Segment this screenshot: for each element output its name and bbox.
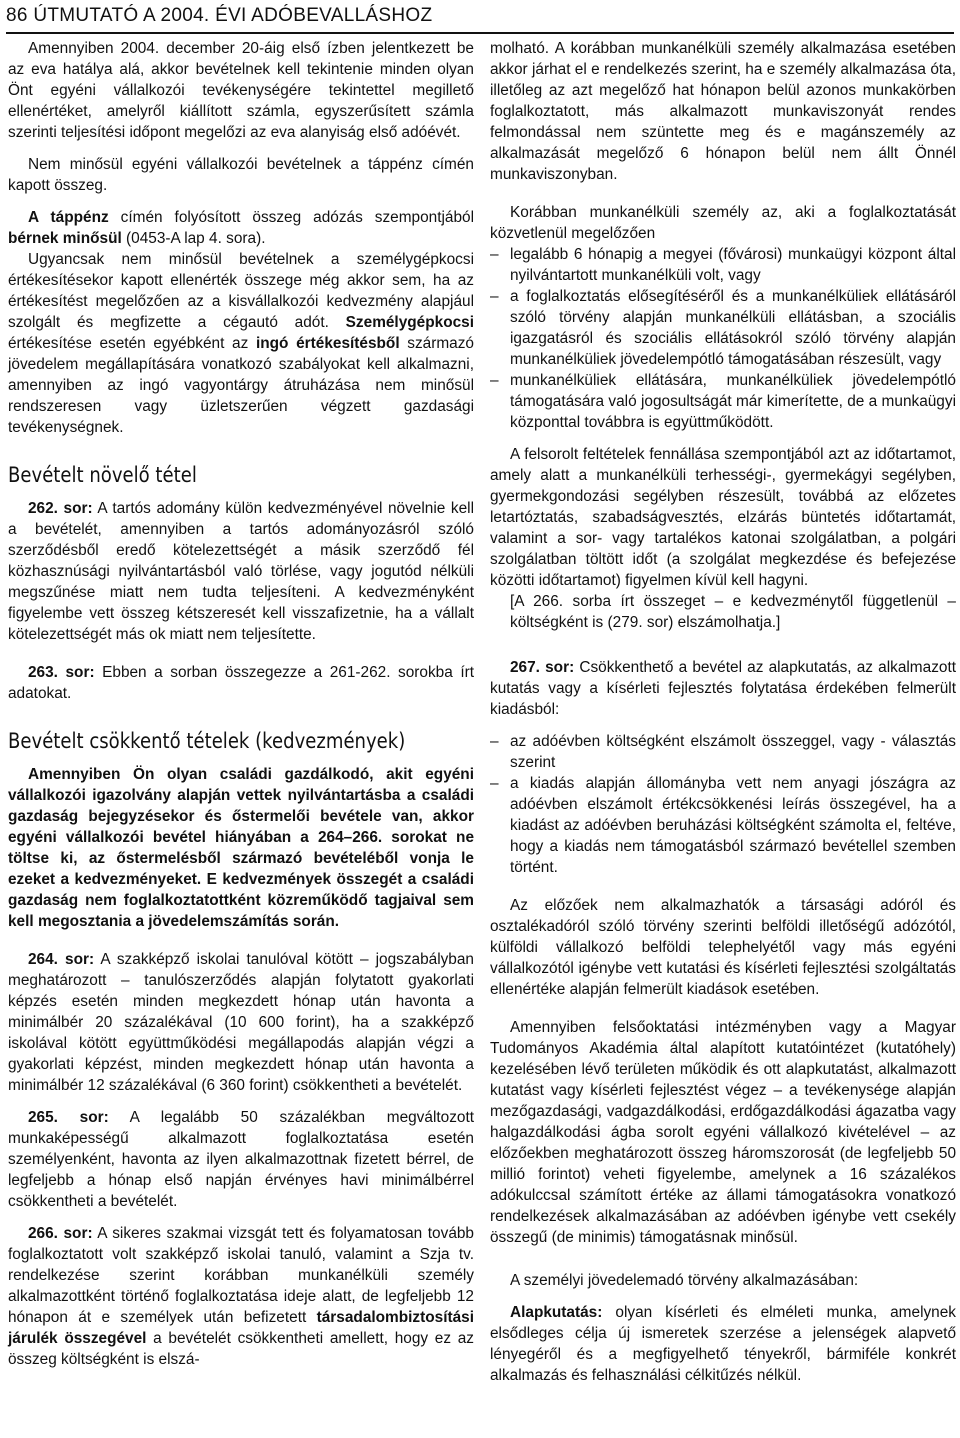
list-unemployed [490, 244, 956, 433]
page-header [6, 2, 954, 34]
paragraph-basic-research: Alapkutatás: olyan kísérleti és elméleti munka, amelynek elsődleges célja új ismeretek szerzése a jelenségek alapvető lényegéről és a megfigyelhető tényekről, bármiféle konkrét alkalmazás és felhasználási célkitűzés nélkül. [490, 1304, 956, 1384]
row-number: 266. sor: [28, 1225, 93, 1242]
list-item: – legalább 6 hónapig a megyei (fővárosi) munkaügyi központ által nyilvántartott munkanélküli volt, vagy [490, 246, 956, 284]
right-column [490, 38, 956, 1386]
row-262: 262. sor: A tartós adomány külön kedvezményével növelnie kell a bevételét, amennyiben a tartós adományozásról szóló szerződésből eredő kötelezettségét a másik szerződő fél közhasznúsági nyilvántartásból való törlése, vagy jogutód nélküli megszűnése miatt nem tudta teljesíteni. A kedvezményként figyelembe vett összeg kétszeresét kell visszafizetnie, ha a vállalt kötelezettségét más ok miatt nem teljesítette. [8, 500, 474, 643]
list-item: – a foglalkoztatás elősegítéséről és a munkanélküliek ellátásáról szóló törvény alapján munkanélküli ellátásban, a szociális igazgatásról és szociális ellátásokról szóló törvény alapján munkanélküliek jövedelempótló támogatásában részesült, vagy [490, 288, 956, 368]
row-number: 262. sor: [28, 500, 93, 517]
paragraph-unemployed-continued: molható. A korábban munkanélküli személy alkalmazása esetében akkor járhat el e rendelkezés szerint, ha e személy alkalmazása óta, illetőleg az azt megelőző hat hónapon belül azonos munkakörben foglalkoztatott, más alkalmazott munkaviszonyát rendes felmondással nem szüntette meg és e magánszemély az alkalmazását megelőző 6 hónapon belül nem állt Önnél munkaviszonyban. [490, 40, 956, 183]
paragraph-note-266: [A 266. sorba írt összeget – e kedvezménytől függetlenül – költségként is (279. sor) elszámolhatja.] [510, 593, 956, 631]
paragraph-car-sale: Ugyancsak nem minősül bevételnek a személygépkocsi értékesítésekor kapott ellenérték összege még akkor sem, ha az értékesítést megelőzően az a kisvállalkozói kedvezmény alapjául szolgált és megfizette a cégautó adót. Személygépkocsi értékesítése esetén egyébként az ingó értékesítésből származó jövedelem megállapítására vonatkozó szabályokat kell alkalmazni, amennyiben az ingó vagyontárgy átruházása nem minősül rendszeresen vagy üzletszerűen végzett gazdasági tevékenységnek. [8, 251, 474, 436]
paragraph-eva: Amennyiben 2004. december 20-áig első ízben jelentkezett be az eva hatálya alá, akkor bevételnek kell tekintenie minden olyan Önt egyéni vállalkozói tevékenységére tekintettel megillető ellenértéket, amelyről kiállított számla, egyszerűsített számla szerinti teljesítési időpont megelőzi az eva alanyiság első adóévét. [8, 40, 474, 141]
row-265: 265. sor: A legalább 50 százalékban megváltozott munkaképességű alkalmazott foglalkoztatása esetén személyenként, havonta az ilyen alkalmazottnak fizetett bérrel, de legfeljebb a hónap első napján érvényes havi minimálbérrel csökkentheti a bevételét. [8, 1109, 474, 1210]
row-number: 263. sor: [28, 664, 95, 681]
paragraph-higher-education: Amennyiben felsőoktatási intézményben vagy a Magyar Tudományos Akadémia által alapított kutatóintézet (kutatóhely) kezelésében lévő területen működik és ott alapkutatást, alkalmazott kutatást vagy kísérleti fejlesztést végez – a tevékenysége alapján mezőgazdasági, vadgazdálkodási, erdőgazdálkodási ágazatba vagy halgazdálkodási ágba sorolt egyéni vállalkozó kivételével – az előzőekben meghatározott összeg háromszorosát (de legfeljebb 50 millió forintot) veheti figyelembe, amelynek a 16 százalékos adókulccsal számított értéke az állami támogatásokra vonatkozó rendelkezések alkalmazásában az adóévben igénybe vett csekély összegű (de minimis) támogatásnak minősül. [490, 1019, 956, 1246]
paragraph-definitions-intro: A személyi jövedelemadó törvény alkalmazásában: [510, 1272, 859, 1289]
paragraph-conditions: A felsorolt feltételek fennállása szempontjából azt az időtartamot, amely alatt a munkanélküli terhességi-, gyermekágyi segélyben, gyermekgondozási segélyben részesült, továbbá az előzetes letartóztatás, szabadságvesztés, elzárás büntetés időtartamát, valamint a sor- vagy tartalékos katonai szolgálatban, a polgári szolgálatban töltött időt (a szolgálat megkezdése és befejezése közötti időtartamot) figyelmen kívül kell hagyni. [490, 446, 956, 589]
section-heading-income-decrease: Bevételt csökkentő tételek (kedvezmények) [8, 729, 406, 753]
bold-term: bérnek minősül [8, 230, 122, 247]
bold-term: Személygépkocsi [345, 314, 474, 331]
bold-term: társadalombiztosítási járulék összegével [8, 1309, 474, 1347]
list-item: – az adóévben költségként elszámolt összeggel, vagy - választás szerint [490, 733, 956, 771]
paragraph-exclusions: Az előzőek nem alkalmazhatók a társasági adóról és osztalékadóról szóló törvény szerinti belföldi illetőségű adózótól, külföldi vállalkozó belföldi telephelyétől vagy más egyéni vállalkozótól igénybe vett kutatási és kísérleti fejlesztési szolgáltatás ellenértéke alapján felmerült kiadások esetében. [490, 897, 956, 998]
bold-term: Alapkutatás: [510, 1304, 603, 1321]
list-item: – a kiadás alapján állományba vett nem anyagi jószágra az adóévben elszámolt értékcsökkenési leírás összegével, ha a kiadást az adóévben beruházási költségként számolta el, feltéve, hogy a kiadás nem támogatásból származó bevétellel szemben történt. [490, 775, 956, 876]
paragraph-family-farmer: Amennyiben Ön olyan családi gazdálkodó, akit egyéni vállalkozói igazolvány alapján vettek nyilvántartásba a családi gazdaság bejegyzésekor és őstermelői bevétele van, akkor egyéni vállalkozói bevétel hiányában a 264–266. sorokat ne töltse ki, az őstermelésből származó bevételéből vonja le ezeket a kedvezményeket. E kedvezmények összegét a családi gazdaság nem foglalkoztatottként közreműködő tagjaival sem kell megosztania a jövedelemszámítás során. [8, 766, 474, 930]
bold-term: ingó értékesítésből [255, 335, 400, 352]
left-column [8, 38, 474, 1370]
section-heading-income-increase: Bevételt növelő tétel [8, 463, 197, 487]
row-266: 266. sor: A sikeres szakmai vizsgát tett és folyamatosan tovább foglalkoztatott volt szakképző iskolai tanuló, valamint a Szja tv. rendelkezése szerint korábban munkanélküli személy alkalmazottként történő foglalkoztatása ideje alatt, de legfeljebb 12 hónapon át e személyek után befizetett társadalombiztosítási járulék összegével a bevételét csökkentheti amellett, hogy ez az összeg költségként is elszá- [8, 1225, 475, 1368]
row-number: 267. sor: [510, 659, 575, 676]
list-research [490, 731, 956, 878]
row-number: 265. sor: [28, 1109, 109, 1126]
row-264: 264. sor: A szakképző iskolai tanulóval kötött – jogszabályban meghatározott – tanulószerződés alapján folytatott gyakorlati képzés esetén minden megkezdett hónap után havonta a minimálbér 20 százalékával (10 600 forint), ha a szakképző iskolával kötött együttműködési megállapodás alapján végzi a gyakorlati képzést, minden megkezdett hónap után havonta a minimálbér 12 százalékával (6 360 forint) csökkentheti a bevételét. [8, 951, 474, 1094]
bold-term: A táppénz [28, 209, 109, 226]
row-263: 263. sor: Ebben a sorban összegezze a 261-262. sorokba írt adatokat. [8, 664, 475, 702]
paragraph-sick-pay: Nem minősül egyéni vállalkozói bevételnek a táppénz címén kapott összeg. [8, 156, 474, 194]
row-number: 264. sor: [28, 951, 95, 968]
row-267: 267. sor: Csökkenthető a bevétel az alapkutatás, az alkalmazott kutatás vagy a kísérleti fejlesztés folytatása érdekében felmerült kiadásból: [490, 659, 956, 718]
page-header-title: 86 ÚTMUTATÓ A 2004. ÉVI ADÓBEVALLÁSHOZ [6, 5, 433, 26]
paragraph-unemployed-def: Korábban munkanélküli személy az, aki a foglalkoztatását közvetlenül megelőzően [490, 204, 956, 242]
paragraph-sick-pay-tax: A táppénz címén folyósított összeg adózás szempontjából bérnek minősül (0453-A lap 4. sora). [8, 209, 474, 247]
list-item: – munkanélküliek ellátására, munkanélküliek jövedelempótló támogatására való jogosultságát már kimerítette, de a munkaügyi központtal továbbra is együttműködött. [490, 372, 956, 431]
